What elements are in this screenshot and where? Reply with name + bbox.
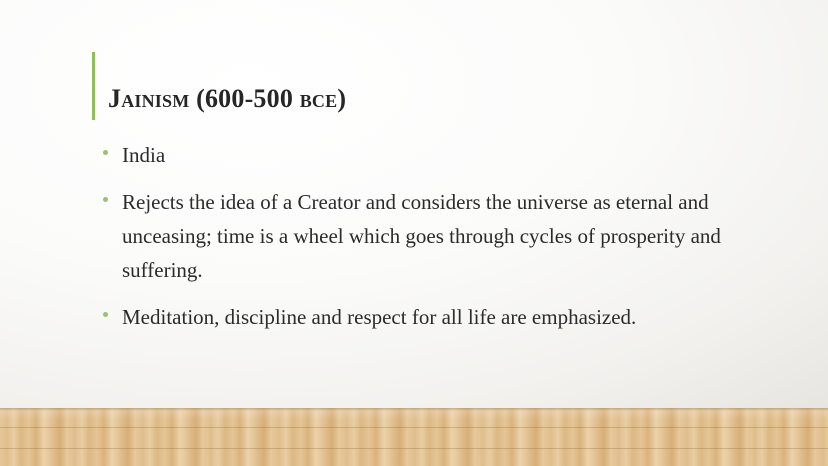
- slide-footer-wood-band: [0, 408, 828, 466]
- list-item: [100, 185, 780, 287]
- bullet-dot-icon: [103, 150, 108, 155]
- list-item: [100, 300, 780, 334]
- bullet-dot-icon: [103, 197, 108, 202]
- bullet-dot-icon: [103, 312, 108, 317]
- footer-plank-line: [0, 448, 828, 449]
- list-item-text: India: [122, 143, 166, 167]
- list-item-text: Meditation, discipline and respect for all life are emphasized.: [122, 305, 637, 330]
- list-item: [100, 138, 780, 172]
- list-item-text: Rejects the idea of a Creator and considers the universe as eternal and unceasing; time is a wheel which goes through cycles of prosperity and suffering.: [122, 190, 721, 283]
- title-accent-bar: [92, 52, 95, 120]
- page-title: Jainism (600-500 bce): [108, 84, 347, 113]
- bullet-list: [100, 138, 780, 347]
- footer-edge-shadow: [0, 408, 828, 411]
- footer-plank-line: [0, 427, 828, 428]
